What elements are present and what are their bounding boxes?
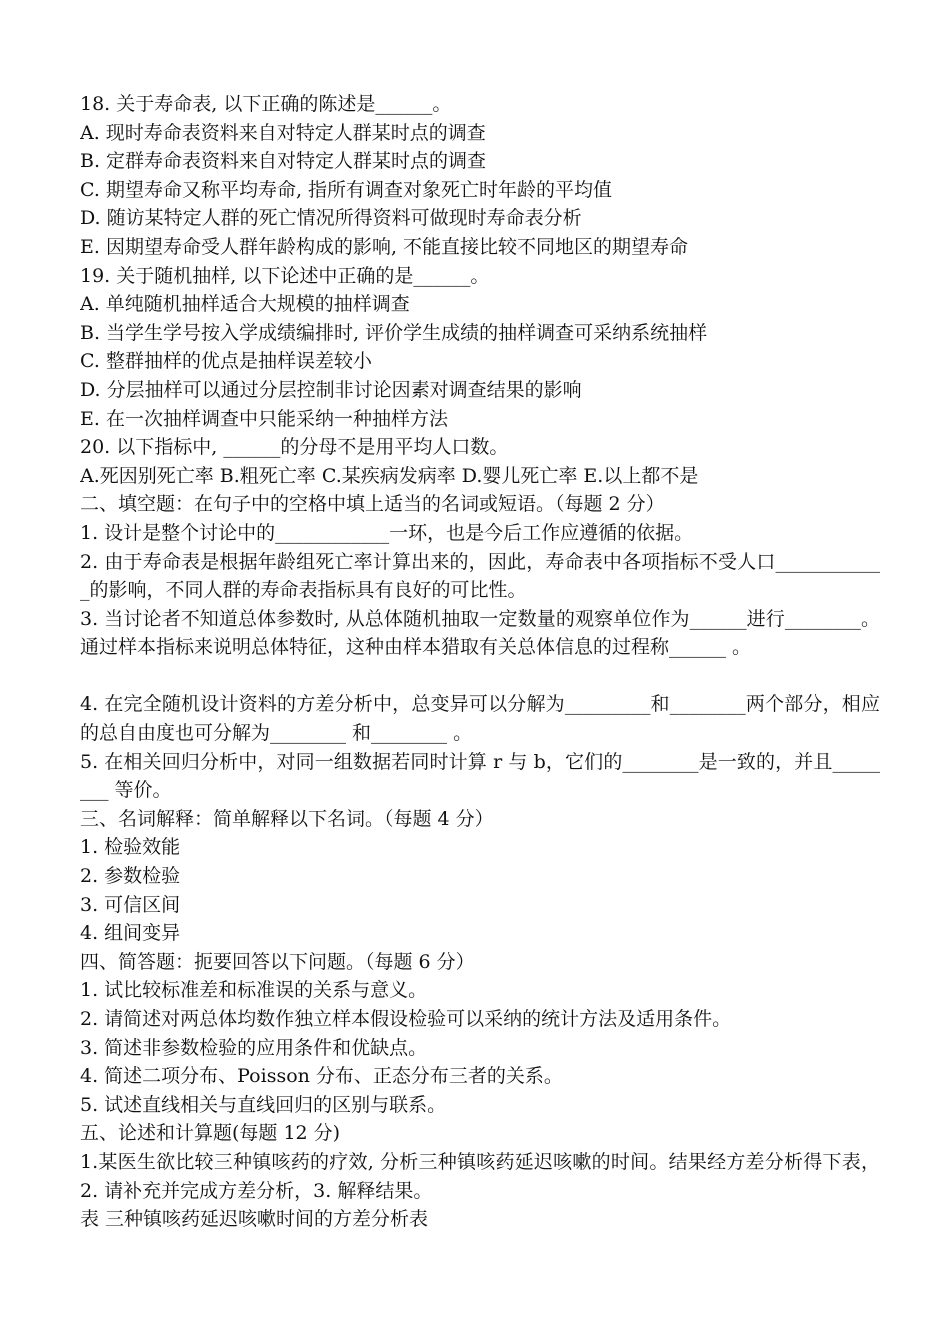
- question-18-stem: 18. 关于寿命表, 以下正确的陈述是______。: [80, 93, 452, 115]
- essay-item-1: 1.某医生欲比较三种镇咳药的疗效, 分析三种镇咳药延迟咳嗽的时间。结果经方差分析得下表，2. 请补充并完成方差分析，3. 解释结果。: [80, 1150, 880, 1202]
- question-18-option-c: C. 期望寿命又称平均寿命, 指所有调查对象死亡时年龄的平均值: [80, 178, 613, 201]
- question-18-option-e: E. 因期望寿命受人群年龄构成的影响, 不能直接比较不同地区的期望寿命: [80, 235, 689, 258]
- short-answer-item-4: 4. 简述二项分布、Poisson 分布、正态分布三者的关系。: [80, 1065, 563, 1088]
- short-answer-item-1: 1. 试比较标准差和标准误的关系与意义。: [80, 979, 428, 1002]
- question-19-option-c: C. 整群抽样的优点是抽样误差较小: [80, 350, 372, 373]
- question-19-option-e: E. 在一次抽样调查中只能采纳一种抽样方法: [80, 407, 448, 430]
- question-19-option-b: B. 当学生学号按入学成绩编排时, 评价学生成绩的抽样调查可采纳系统抽样: [80, 321, 708, 344]
- section-3-heading: 三、名词解释：简单解释以下名词。（每题 4 分）: [80, 807, 494, 830]
- section-4-heading: 四、简答题：扼要回答以下问题。（每题 6 分）: [80, 950, 475, 973]
- exam-page: [80, 90, 880, 1234]
- section-2-heading: 二、填空题：在句子中的空格中填上适当的名词或短语。（每题 2 分）: [80, 493, 665, 516]
- question-20-stem: 20. 以下指标中, ______的分母不是用平均人口数。: [80, 436, 509, 459]
- fill-blank-item-2: 2. 由于寿命表是根据年龄组死亡率计算出来的，因此，寿命表中各项指标不受人口____________的影响，不同人群的寿命表指标具有良好的可比性。: [80, 550, 880, 602]
- table-caption: 表 三种镇咳药延迟咳嗽时间的方差分析表: [80, 1208, 429, 1231]
- term-item-3: 3. 可信区间: [80, 893, 181, 916]
- fill-blank-item-3: 3. 当讨论者不知道总体参数时, 从总体随机抽取一定数量的观察单位作为______进行________。 通过样本指标来说明总体特征，这种由样本猎取有关总体信息的过程称______ 。: [80, 607, 880, 659]
- short-answer-item-5: 5. 试述直线相关与直线回归的区别与联系。: [80, 1093, 447, 1116]
- question-19-stem: 19. 关于随机抽样, 以下论述中正确的是______。: [80, 264, 490, 287]
- fill-blank-item-4: 4. 在完全随机设计资料的方差分析中，总变异可以分解为_________和________两个部分，相应的总自由度也可分解为________ 和________ 。: [80, 693, 880, 745]
- fill-blank-item-1: 1. 设计是整个讨论中的____________一环，也是今后工作应遵循的依据。: [80, 521, 694, 544]
- term-item-2: 2. 参数检验: [80, 865, 181, 888]
- short-answer-item-2: 2. 请简述对两总体均数作独立样本假设检验可以采纳的统计方法及适用条件。: [80, 1008, 732, 1031]
- term-item-1: 1. 检验效能: [80, 836, 181, 859]
- term-item-4: 4. 组间变异: [80, 922, 181, 945]
- question-18-option-b: B. 定群寿命表资料来自对特定人群某时点的调查: [80, 150, 487, 173]
- question-20-options: A.死因别死亡率 B.粗死亡率 C.某疾病发病率 D.婴儿死亡率 E.以上都不是: [80, 464, 699, 487]
- question-19-option-a: A. 单纯随机抽样适合大规模的抽样调查: [80, 293, 410, 316]
- question-18-option-d: D. 随访某特定人群的死亡情况所得资料可做现时寿命表分析: [80, 207, 582, 230]
- short-answer-item-3: 3. 简述非参数检验的应用条件和优缺点。: [80, 1036, 428, 1059]
- question-19-option-d: D. 分层抽样可以通过分层控制非讨论因素对调查结果的影响: [80, 378, 582, 401]
- fill-blank-item-5: 5. 在相关回归分析中，对同一组数据若同时计算 r 与 b，它们的________是一致的，并且________ 等价。: [80, 750, 880, 802]
- section-5-heading: 五、论述和计算题(每题 12 分): [80, 1122, 341, 1145]
- question-18-option-a: A. 现时寿命表资料来自对特定人群某时点的调查: [80, 121, 486, 144]
